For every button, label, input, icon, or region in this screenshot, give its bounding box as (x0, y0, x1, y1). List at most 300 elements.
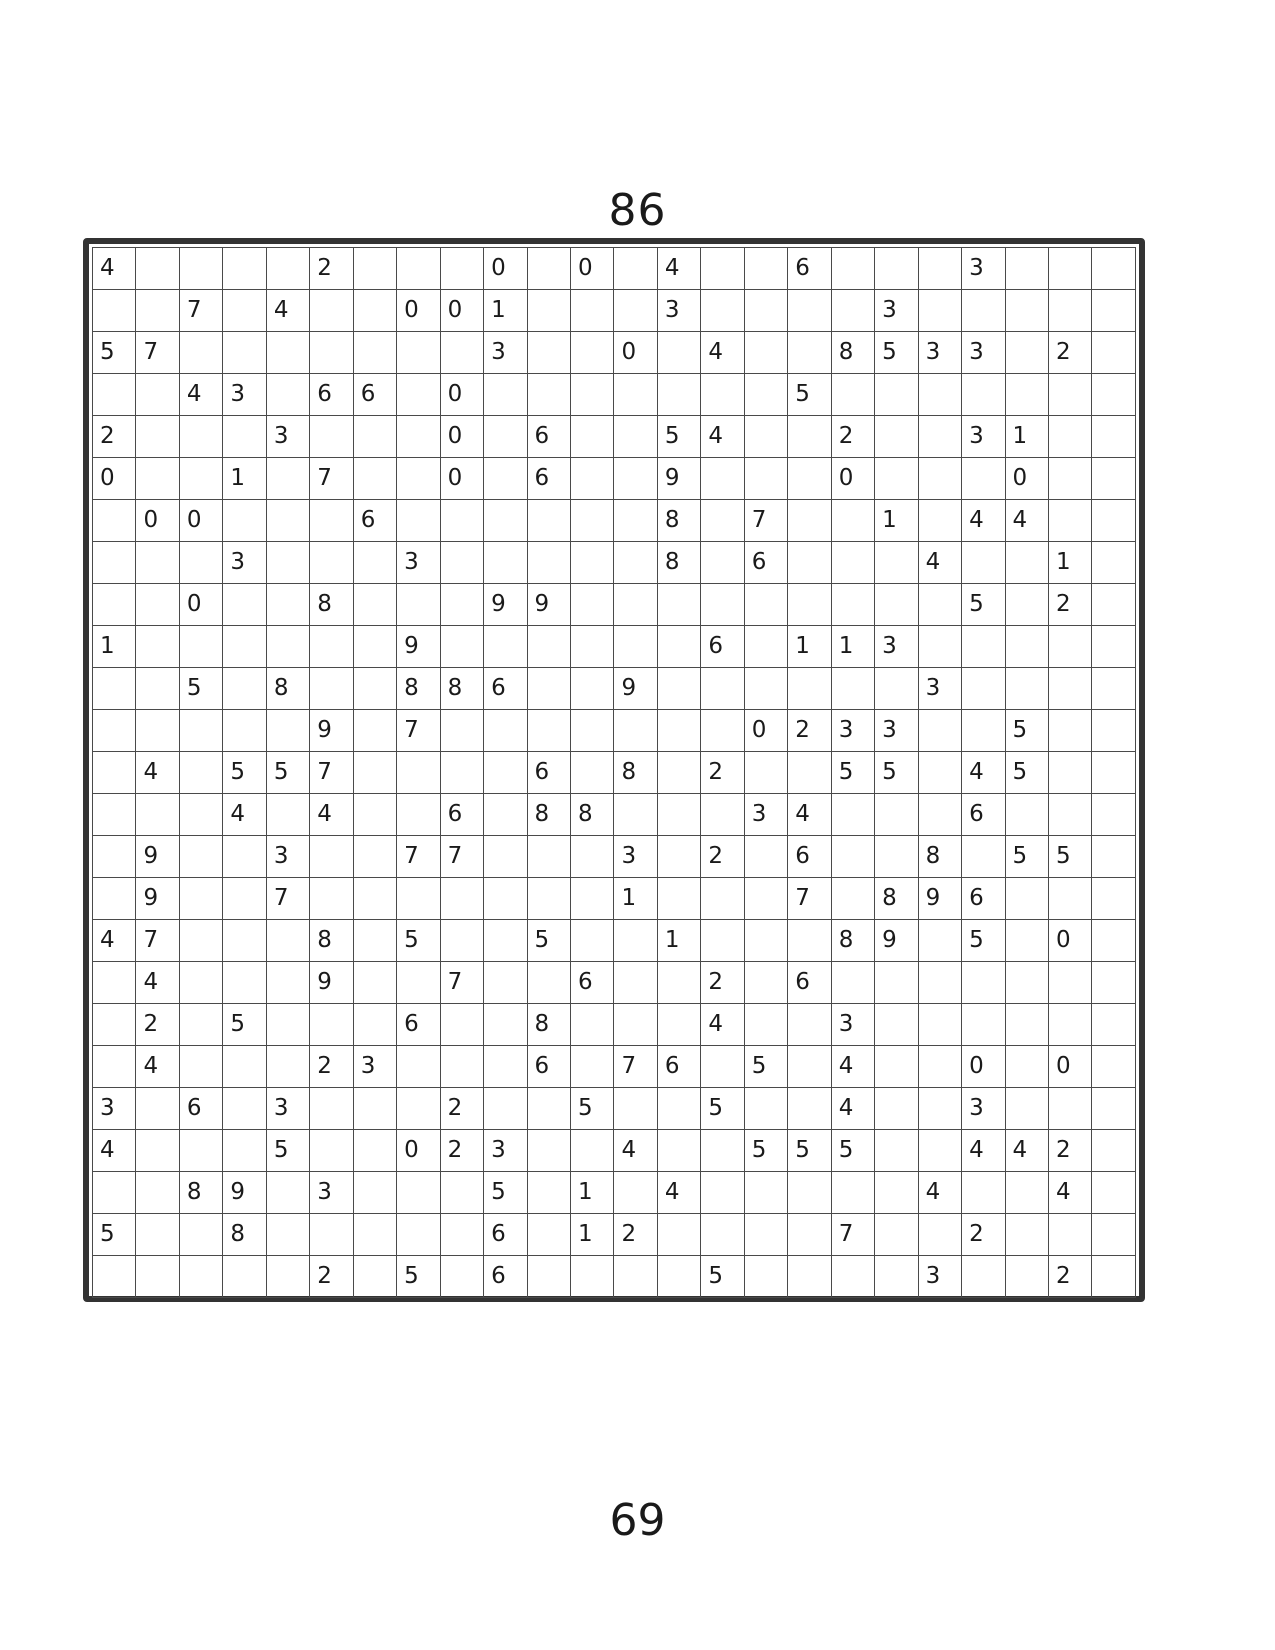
grid-cell[interactable] (701, 500, 744, 542)
grid-cell[interactable]: 2 (310, 248, 353, 290)
grid-cell[interactable] (744, 626, 787, 668)
grid-cell[interactable] (223, 668, 266, 710)
grid-cell[interactable]: 0 (440, 416, 483, 458)
grid-cell[interactable] (962, 1004, 1005, 1046)
grid-cell[interactable] (701, 374, 744, 416)
grid-cell[interactable] (136, 458, 179, 500)
grid-cell[interactable] (570, 374, 613, 416)
grid-cell[interactable]: 5 (266, 752, 309, 794)
grid-cell[interactable] (744, 290, 787, 332)
grid-cell[interactable] (440, 500, 483, 542)
grid-cell[interactable] (831, 542, 874, 584)
grid-cell[interactable]: 4 (266, 290, 309, 332)
grid-cell[interactable] (570, 1004, 613, 1046)
grid-cell[interactable]: 4 (1005, 500, 1048, 542)
grid-cell[interactable]: 8 (831, 920, 874, 962)
grid-cell[interactable] (93, 1004, 136, 1046)
grid-cell[interactable] (1048, 710, 1091, 752)
grid-cell[interactable] (93, 500, 136, 542)
grid-cell[interactable] (744, 1214, 787, 1256)
grid-cell[interactable] (353, 1130, 396, 1172)
grid-cell[interactable] (744, 416, 787, 458)
grid-cell[interactable] (962, 836, 1005, 878)
grid-cell[interactable]: 0 (136, 500, 179, 542)
grid-cell[interactable]: 4 (136, 1046, 179, 1088)
grid-cell[interactable] (875, 584, 918, 626)
grid-cell[interactable] (1092, 1256, 1136, 1298)
grid-cell[interactable] (397, 500, 440, 542)
grid-cell[interactable] (179, 248, 222, 290)
grid-cell[interactable]: 3 (266, 416, 309, 458)
grid-cell[interactable]: 8 (310, 920, 353, 962)
grid-cell[interactable]: 3 (744, 794, 787, 836)
grid-cell[interactable] (875, 374, 918, 416)
grid-cell[interactable] (962, 374, 1005, 416)
grid-cell[interactable] (1092, 584, 1136, 626)
grid-cell[interactable] (1048, 878, 1091, 920)
grid-cell[interactable]: 5 (223, 752, 266, 794)
grid-cell[interactable] (962, 458, 1005, 500)
grid-cell[interactable] (1005, 626, 1048, 668)
grid-cell[interactable] (1048, 374, 1091, 416)
grid-cell[interactable] (353, 290, 396, 332)
grid-cell[interactable] (831, 878, 874, 920)
grid-cell[interactable] (744, 668, 787, 710)
grid-cell[interactable]: 4 (918, 542, 961, 584)
grid-cell[interactable] (875, 962, 918, 1004)
grid-cell[interactable]: 3 (962, 248, 1005, 290)
grid-cell[interactable]: 3 (918, 332, 961, 374)
grid-cell[interactable] (1092, 290, 1136, 332)
grid-cell[interactable]: 6 (701, 626, 744, 668)
grid-cell[interactable] (93, 752, 136, 794)
grid-cell[interactable]: 4 (614, 1130, 657, 1172)
grid-cell[interactable]: 8 (527, 1004, 570, 1046)
grid-cell[interactable] (223, 836, 266, 878)
grid-cell[interactable] (397, 1088, 440, 1130)
grid-cell[interactable] (1048, 290, 1091, 332)
grid-cell[interactable] (310, 668, 353, 710)
grid-cell[interactable]: 5 (527, 920, 570, 962)
grid-cell[interactable]: 6 (657, 1046, 700, 1088)
grid-cell[interactable] (93, 878, 136, 920)
grid-cell[interactable]: 3 (657, 290, 700, 332)
grid-cell[interactable]: 2 (310, 1046, 353, 1088)
grid-cell[interactable]: 5 (179, 668, 222, 710)
grid-cell[interactable] (614, 500, 657, 542)
grid-cell[interactable] (93, 668, 136, 710)
grid-cell[interactable]: 5 (701, 1088, 744, 1130)
grid-cell[interactable] (353, 836, 396, 878)
grid-cell[interactable] (1092, 500, 1136, 542)
grid-cell[interactable]: 2 (136, 1004, 179, 1046)
grid-cell[interactable] (657, 1130, 700, 1172)
grid-cell[interactable] (962, 1172, 1005, 1214)
grid-cell[interactable]: 7 (136, 332, 179, 374)
grid-cell[interactable]: 0 (93, 458, 136, 500)
grid-cell[interactable]: 7 (310, 458, 353, 500)
grid-cell[interactable] (484, 416, 527, 458)
grid-cell[interactable] (962, 668, 1005, 710)
grid-cell[interactable] (527, 626, 570, 668)
grid-cell[interactable] (570, 752, 613, 794)
grid-cell[interactable] (223, 584, 266, 626)
grid-cell[interactable] (310, 1130, 353, 1172)
grid-cell[interactable] (397, 962, 440, 1004)
grid-cell[interactable]: 0 (397, 290, 440, 332)
grid-cell[interactable] (701, 878, 744, 920)
grid-cell[interactable]: 2 (831, 416, 874, 458)
grid-cell[interactable] (1092, 794, 1136, 836)
grid-cell[interactable] (744, 584, 787, 626)
grid-cell[interactable] (1092, 248, 1136, 290)
grid-cell[interactable] (918, 1088, 961, 1130)
grid-cell[interactable] (353, 458, 396, 500)
grid-cell[interactable]: 3 (831, 1004, 874, 1046)
grid-cell[interactable] (527, 1214, 570, 1256)
grid-cell[interactable] (744, 1088, 787, 1130)
grid-cell[interactable]: 7 (266, 878, 309, 920)
grid-cell[interactable]: 2 (701, 752, 744, 794)
grid-cell[interactable] (875, 1256, 918, 1298)
grid-cell[interactable]: 2 (788, 710, 831, 752)
grid-cell[interactable] (1048, 248, 1091, 290)
grid-cell[interactable] (744, 962, 787, 1004)
grid-cell[interactable] (570, 542, 613, 584)
grid-cell[interactable]: 6 (527, 752, 570, 794)
grid-cell[interactable]: 4 (1005, 1130, 1048, 1172)
grid-cell[interactable] (657, 1004, 700, 1046)
grid-cell[interactable] (570, 290, 613, 332)
grid-cell[interactable] (1005, 374, 1048, 416)
grid-cell[interactable] (397, 584, 440, 626)
grid-cell[interactable]: 4 (179, 374, 222, 416)
grid-cell[interactable] (657, 794, 700, 836)
grid-cell[interactable] (223, 290, 266, 332)
grid-cell[interactable]: 1 (570, 1214, 613, 1256)
grid-cell[interactable] (136, 1256, 179, 1298)
grid-cell[interactable] (570, 668, 613, 710)
grid-cell[interactable] (223, 710, 266, 752)
grid-cell[interactable] (570, 1046, 613, 1088)
grid-cell[interactable] (484, 920, 527, 962)
grid-cell[interactable] (484, 836, 527, 878)
grid-cell[interactable] (831, 584, 874, 626)
grid-cell[interactable]: 4 (1048, 1172, 1091, 1214)
grid-cell[interactable] (266, 626, 309, 668)
grid-cell[interactable]: 5 (397, 920, 440, 962)
grid-cell[interactable] (440, 248, 483, 290)
grid-cell[interactable] (875, 1172, 918, 1214)
grid-cell[interactable] (397, 1046, 440, 1088)
grid-cell[interactable]: 3 (875, 626, 918, 668)
grid-cell[interactable] (614, 1256, 657, 1298)
grid-cell[interactable] (962, 626, 1005, 668)
grid-cell[interactable]: 3 (484, 1130, 527, 1172)
grid-cell[interactable]: 7 (614, 1046, 657, 1088)
grid-cell[interactable] (1092, 1004, 1136, 1046)
grid-cell[interactable] (918, 710, 961, 752)
grid-cell[interactable]: 6 (527, 458, 570, 500)
grid-cell[interactable] (484, 1046, 527, 1088)
grid-cell[interactable]: 1 (1005, 416, 1048, 458)
grid-cell[interactable] (788, 542, 831, 584)
grid-cell[interactable] (397, 248, 440, 290)
grid-cell[interactable] (701, 584, 744, 626)
grid-cell[interactable]: 6 (788, 836, 831, 878)
grid-cell[interactable]: 5 (93, 332, 136, 374)
grid-cell[interactable] (353, 920, 396, 962)
grid-cell[interactable]: 1 (1048, 542, 1091, 584)
grid-cell[interactable] (136, 290, 179, 332)
grid-cell[interactable] (527, 248, 570, 290)
grid-cell[interactable] (831, 962, 874, 1004)
grid-cell[interactable] (1005, 1214, 1048, 1256)
grid-cell[interactable]: 0 (1005, 458, 1048, 500)
grid-cell[interactable] (1092, 542, 1136, 584)
grid-cell[interactable] (788, 1256, 831, 1298)
grid-cell[interactable]: 8 (527, 794, 570, 836)
grid-cell[interactable] (484, 962, 527, 1004)
grid-cell[interactable]: 8 (266, 668, 309, 710)
grid-cell[interactable]: 9 (223, 1172, 266, 1214)
grid-cell[interactable] (93, 1256, 136, 1298)
grid-cell[interactable] (527, 374, 570, 416)
grid-cell[interactable] (353, 416, 396, 458)
grid-cell[interactable] (1005, 542, 1048, 584)
grid-cell[interactable] (484, 794, 527, 836)
grid-cell[interactable] (93, 710, 136, 752)
grid-cell[interactable]: 2 (1048, 584, 1091, 626)
grid-cell[interactable] (918, 752, 961, 794)
grid-cell[interactable] (1005, 1172, 1048, 1214)
grid-cell[interactable]: 4 (223, 794, 266, 836)
grid-cell[interactable] (918, 500, 961, 542)
grid-cell[interactable] (788, 500, 831, 542)
grid-cell[interactable] (1048, 752, 1091, 794)
grid-cell[interactable] (353, 794, 396, 836)
grid-cell[interactable]: 6 (179, 1088, 222, 1130)
grid-cell[interactable] (353, 878, 396, 920)
grid-cell[interactable] (744, 1172, 787, 1214)
grid-cell[interactable] (657, 626, 700, 668)
grid-cell[interactable]: 5 (701, 1256, 744, 1298)
grid-cell[interactable] (701, 542, 744, 584)
grid-cell[interactable] (918, 962, 961, 1004)
grid-cell[interactable] (223, 1130, 266, 1172)
grid-cell[interactable]: 3 (266, 836, 309, 878)
grid-cell[interactable] (657, 836, 700, 878)
grid-cell[interactable]: 8 (310, 584, 353, 626)
grid-cell[interactable]: 5 (93, 1214, 136, 1256)
grid-cell[interactable]: 9 (310, 962, 353, 1004)
grid-cell[interactable]: 5 (788, 374, 831, 416)
grid-cell[interactable] (527, 542, 570, 584)
grid-cell[interactable] (614, 794, 657, 836)
grid-cell[interactable] (570, 836, 613, 878)
grid-cell[interactable] (918, 1130, 961, 1172)
grid-cell[interactable] (527, 500, 570, 542)
grid-cell[interactable] (353, 668, 396, 710)
grid-cell[interactable] (310, 542, 353, 584)
grid-cell[interactable] (701, 458, 744, 500)
grid-cell[interactable] (701, 710, 744, 752)
grid-cell[interactable] (962, 962, 1005, 1004)
grid-cell[interactable]: 0 (484, 248, 527, 290)
grid-cell[interactable]: 3 (223, 542, 266, 584)
grid-cell[interactable] (1005, 584, 1048, 626)
grid-cell[interactable]: 5 (962, 584, 1005, 626)
grid-cell[interactable]: 6 (527, 1046, 570, 1088)
grid-cell[interactable]: 6 (962, 794, 1005, 836)
grid-cell[interactable] (788, 584, 831, 626)
grid-cell[interactable] (179, 710, 222, 752)
grid-cell[interactable] (527, 962, 570, 1004)
grid-cell[interactable] (223, 962, 266, 1004)
grid-cell[interactable] (614, 710, 657, 752)
grid-cell[interactable]: 6 (788, 962, 831, 1004)
grid-cell[interactable] (701, 248, 744, 290)
grid-cell[interactable]: 6 (310, 374, 353, 416)
grid-cell[interactable] (614, 1172, 657, 1214)
grid-cell[interactable] (1005, 962, 1048, 1004)
grid-cell[interactable] (223, 416, 266, 458)
grid-cell[interactable] (614, 458, 657, 500)
grid-cell[interactable]: 4 (93, 920, 136, 962)
grid-cell[interactable] (614, 542, 657, 584)
grid-cell[interactable]: 3 (831, 710, 874, 752)
grid-cell[interactable] (1092, 836, 1136, 878)
grid-cell[interactable] (962, 710, 1005, 752)
grid-cell[interactable] (657, 668, 700, 710)
grid-cell[interactable]: 6 (353, 500, 396, 542)
grid-cell[interactable]: 4 (136, 752, 179, 794)
grid-cell[interactable] (831, 374, 874, 416)
grid-cell[interactable]: 8 (657, 542, 700, 584)
grid-cell[interactable]: 5 (875, 752, 918, 794)
grid-cell[interactable] (179, 1004, 222, 1046)
grid-cell[interactable] (353, 542, 396, 584)
grid-cell[interactable] (484, 626, 527, 668)
grid-cell[interactable]: 9 (484, 584, 527, 626)
grid-cell[interactable] (353, 752, 396, 794)
grid-cell[interactable] (397, 416, 440, 458)
grid-cell[interactable] (657, 374, 700, 416)
grid-cell[interactable] (484, 878, 527, 920)
grid-cell[interactable] (657, 710, 700, 752)
grid-cell[interactable] (136, 374, 179, 416)
grid-cell[interactable] (266, 920, 309, 962)
grid-cell[interactable]: 4 (657, 1172, 700, 1214)
grid-cell[interactable] (1092, 374, 1136, 416)
grid-cell[interactable]: 6 (484, 1256, 527, 1298)
grid-cell[interactable] (918, 1046, 961, 1088)
grid-cell[interactable]: 8 (614, 752, 657, 794)
grid-cell[interactable] (310, 332, 353, 374)
grid-cell[interactable]: 0 (179, 584, 222, 626)
grid-cell[interactable]: 1 (93, 626, 136, 668)
grid-cell[interactable]: 7 (440, 836, 483, 878)
grid-cell[interactable] (1005, 290, 1048, 332)
grid-cell[interactable] (527, 710, 570, 752)
grid-cell[interactable]: 6 (962, 878, 1005, 920)
grid-cell[interactable]: 2 (1048, 1256, 1091, 1298)
grid-cell[interactable]: 6 (440, 794, 483, 836)
grid-cell[interactable]: 5 (223, 1004, 266, 1046)
grid-cell[interactable] (223, 626, 266, 668)
grid-cell[interactable]: 0 (179, 500, 222, 542)
grid-cell[interactable] (918, 584, 961, 626)
grid-cell[interactable] (310, 1214, 353, 1256)
grid-cell[interactable] (570, 500, 613, 542)
grid-cell[interactable] (1048, 962, 1091, 1004)
grid-cell[interactable] (1092, 626, 1136, 668)
grid-cell[interactable] (657, 1256, 700, 1298)
grid-cell[interactable] (179, 416, 222, 458)
grid-cell[interactable] (484, 1088, 527, 1130)
puzzle-grid[interactable] (92, 247, 1136, 1298)
grid-cell[interactable]: 0 (570, 248, 613, 290)
grid-cell[interactable]: 8 (657, 500, 700, 542)
grid-cell[interactable]: 8 (831, 332, 874, 374)
grid-cell[interactable] (875, 794, 918, 836)
grid-cell[interactable]: 5 (1005, 836, 1048, 878)
grid-cell[interactable] (266, 542, 309, 584)
grid-cell[interactable] (701, 290, 744, 332)
grid-cell[interactable]: 5 (1005, 752, 1048, 794)
grid-cell[interactable] (657, 332, 700, 374)
grid-cell[interactable] (1005, 332, 1048, 374)
grid-cell[interactable] (223, 332, 266, 374)
grid-cell[interactable] (657, 962, 700, 1004)
grid-cell[interactable]: 4 (788, 794, 831, 836)
grid-cell[interactable] (788, 1172, 831, 1214)
grid-cell[interactable] (266, 374, 309, 416)
grid-cell[interactable] (875, 416, 918, 458)
grid-cell[interactable] (353, 1256, 396, 1298)
grid-cell[interactable] (223, 1256, 266, 1298)
grid-cell[interactable]: 3 (353, 1046, 396, 1088)
grid-cell[interactable] (570, 458, 613, 500)
grid-cell[interactable] (310, 1088, 353, 1130)
grid-cell[interactable]: 0 (831, 458, 874, 500)
puzzle-grid-frame[interactable] (83, 238, 1145, 1302)
grid-cell[interactable] (614, 962, 657, 1004)
grid-cell[interactable]: 4 (701, 1004, 744, 1046)
grid-cell[interactable] (310, 290, 353, 332)
grid-cell[interactable] (918, 290, 961, 332)
grid-cell[interactable] (179, 1046, 222, 1088)
grid-cell[interactable] (831, 836, 874, 878)
grid-cell[interactable] (1048, 1004, 1091, 1046)
grid-cell[interactable] (875, 1004, 918, 1046)
grid-cell[interactable]: 5 (397, 1256, 440, 1298)
grid-cell[interactable] (701, 668, 744, 710)
grid-cell[interactable]: 6 (527, 416, 570, 458)
grid-cell[interactable] (918, 416, 961, 458)
grid-cell[interactable] (397, 374, 440, 416)
grid-cell[interactable]: 5 (962, 920, 1005, 962)
grid-cell[interactable] (701, 794, 744, 836)
grid-cell[interactable] (136, 1172, 179, 1214)
grid-cell[interactable] (266, 1046, 309, 1088)
grid-cell[interactable] (657, 878, 700, 920)
grid-cell[interactable] (657, 584, 700, 626)
grid-cell[interactable] (918, 794, 961, 836)
grid-cell[interactable]: 9 (397, 626, 440, 668)
grid-cell[interactable] (179, 458, 222, 500)
grid-cell[interactable] (614, 626, 657, 668)
